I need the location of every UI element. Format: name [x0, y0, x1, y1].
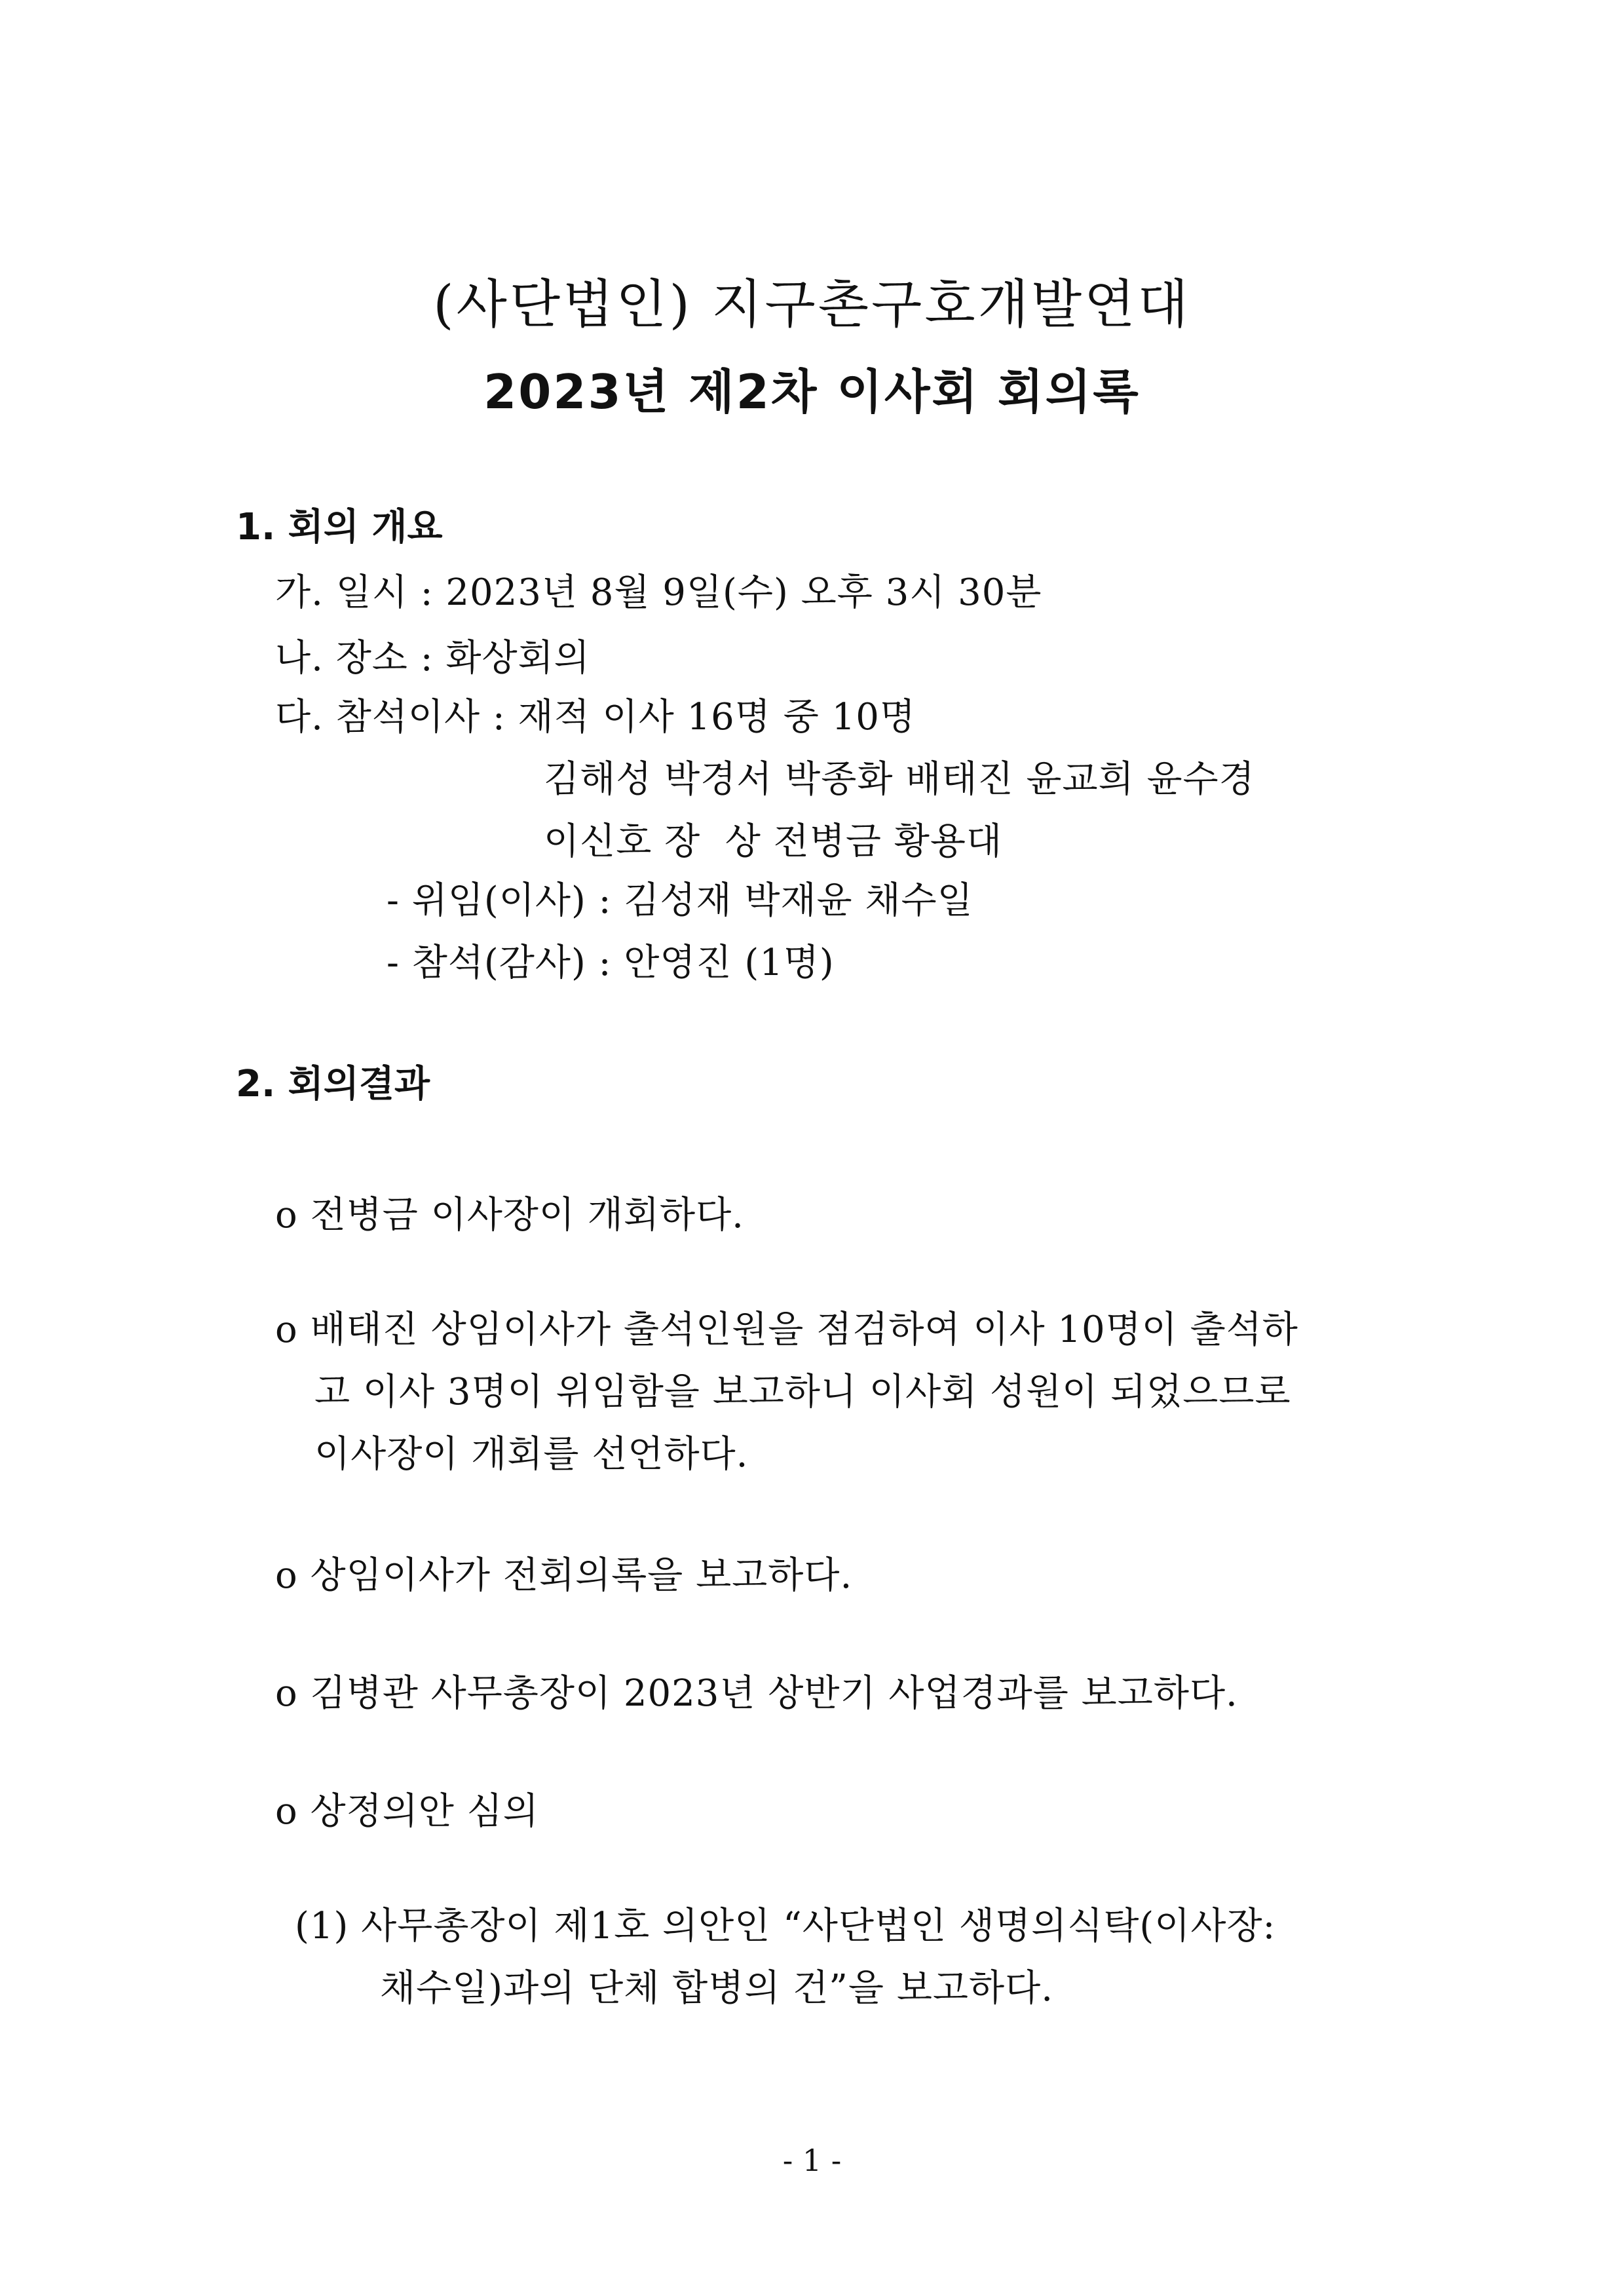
- section-2-heading: 2. 회의결과: [236, 1063, 430, 1105]
- attending-auditor: - 참석(감사) : 안영진 (1명): [387, 942, 835, 984]
- result-item-previous-minutes: o 상임이사가 전회의록을 보고하다.: [275, 1554, 853, 1597]
- meeting-datetime: 가. 일시 : 2023년 8월 9일(수) 오후 3시 30분: [275, 571, 1042, 614]
- result-item-business-report: o 김병관 사무총장이 2023년 상반기 사업경과를 보고하다.: [275, 1672, 1238, 1715]
- section-1-heading: 1. 회의 개요: [236, 506, 443, 548]
- result-item-quorum-line-2: 고 이사 3명이 위임함을 보고하니 이사회 성원이 되었으므로: [314, 1371, 1291, 1413]
- result-item-quorum-line-1: o 배태진 상임이사가 출석인원을 점검하여 이사 10명이 출석하: [275, 1309, 1298, 1351]
- organization-title: (사단법인) 지구촌구호개발연대: [433, 274, 1191, 335]
- agenda-1-line-1: (1) 사무총장이 제1호 의안인 “사단법인 생명의식탁(이사장:: [295, 1905, 1276, 1947]
- attendee-names-line-2: 이신호 장 상 전병금 황용대: [544, 820, 1003, 863]
- result-item-agenda-deliberation: o 상정의안 심의: [275, 1790, 539, 1833]
- attendee-names-line-1: 김해성 박경서 박종화 배태진 윤교희 윤수경: [544, 758, 1255, 801]
- result-item-opening: o 전병금 이사장이 개회하다.: [275, 1194, 744, 1236]
- minutes-title: 2023년 제2차 이사회 회의록: [483, 364, 1141, 419]
- attending-directors: 다. 참석이사 : 재적 이사 16명 중 10명: [275, 696, 916, 738]
- page-number: - 1 -: [782, 2143, 842, 2178]
- result-item-quorum-line-3: 이사장이 개회를 선언하다.: [314, 1433, 749, 1476]
- meeting-location: 나. 장소 : 화상회의: [275, 637, 590, 679]
- agenda-1-line-2: 채수일)과의 단체 합병의 건”을 보고하다.: [380, 1967, 1054, 2010]
- proxy-directors: - 위임(이사) : 김성재 박재윤 채수일: [387, 879, 973, 922]
